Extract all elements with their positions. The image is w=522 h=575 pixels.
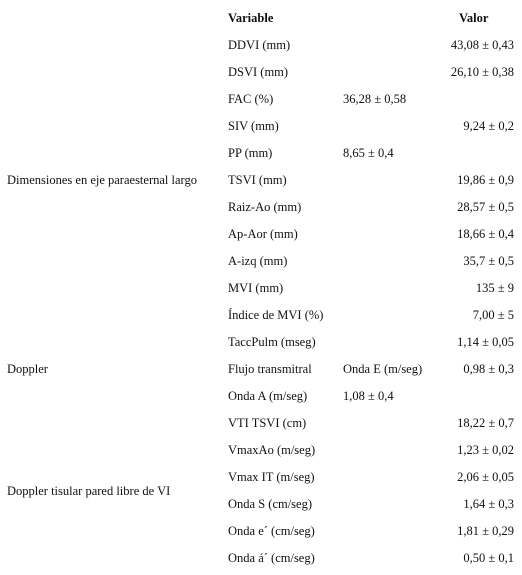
- row-label: Onda S (cm/seg): [228, 497, 313, 511]
- row-label: Onda e´ (cm/seg): [228, 524, 315, 538]
- group-label-parasternal: Dimensiones en eje paraesternal largo: [7, 173, 197, 187]
- row-label: Vmax IT (m/seg): [228, 470, 315, 484]
- header-variable: Variable: [228, 11, 274, 25]
- row-value: 18,22 ± 0,7: [457, 416, 514, 430]
- row-middle-value: Onda E (m/seg): [343, 362, 423, 376]
- row-middle-value: 8,65 ± 0,4: [343, 146, 394, 160]
- row-label: Flujo transmitral: [228, 362, 312, 376]
- header-value: Valor: [459, 11, 489, 25]
- row-label: MVI (mm): [228, 281, 284, 295]
- row-label: Onda A (m/seg): [228, 389, 308, 403]
- row-label: TaccPulm (mseg): [228, 335, 316, 349]
- row-label: Raiz-Ao (mm): [228, 200, 302, 214]
- row-label: FAC (%): [228, 92, 274, 106]
- row-label: Índice de MVI (%): [228, 308, 324, 322]
- row-value: 43,08 ± 0,43: [450, 38, 514, 52]
- row-label: Ap-Aor (mm): [228, 227, 298, 241]
- row-label: Onda á´ (cm/seg): [228, 551, 315, 565]
- row-label: DSVI (mm): [228, 65, 289, 79]
- group-label-tissue-doppler: Doppler tisular pared libre de VI: [7, 484, 171, 498]
- row-label: A-izq (mm): [228, 254, 288, 268]
- row-label: VmaxAo (m/seg): [228, 443, 316, 457]
- row-value: 35,7 ± 0,5: [463, 254, 514, 268]
- row-value: 26,10 ± 0,38: [450, 65, 514, 79]
- row-label: TSVI (mm): [228, 173, 287, 187]
- row-value: 1,64 ± 0,3: [463, 497, 514, 511]
- row-middle-value: 36,28 ± 0,58: [343, 92, 407, 106]
- row-value: 1,23 ± 0,02: [457, 443, 514, 457]
- row-label: DDVI (mm): [228, 38, 291, 52]
- row-value: 0,98 ± 0,3: [463, 362, 514, 376]
- row-value: 0,50 ± 0,1: [463, 551, 514, 565]
- row-value: 19,86 ± 0,9: [457, 173, 514, 187]
- row-value: 1,81 ± 0,29: [457, 524, 514, 538]
- row-value: 9,24 ± 0,2: [463, 119, 514, 133]
- row-label: SIV (mm): [228, 119, 279, 133]
- row-label: VTI TSVI (cm): [228, 416, 307, 430]
- row-value: 18,66 ± 0,4: [457, 227, 514, 241]
- row-value: 2,06 ± 0,05: [457, 470, 514, 484]
- row-middle-value: 1,08 ± 0,4: [343, 389, 394, 403]
- row-value: 7,00 ± 5: [472, 308, 514, 322]
- row-label: PP (mm): [228, 146, 273, 160]
- row-value: 28,57 ± 0,5: [457, 200, 514, 214]
- row-value: 135 ± 9: [475, 281, 514, 295]
- group-label-doppler: Doppler: [7, 362, 48, 376]
- row-value: 1,14 ± 0,05: [457, 335, 514, 349]
